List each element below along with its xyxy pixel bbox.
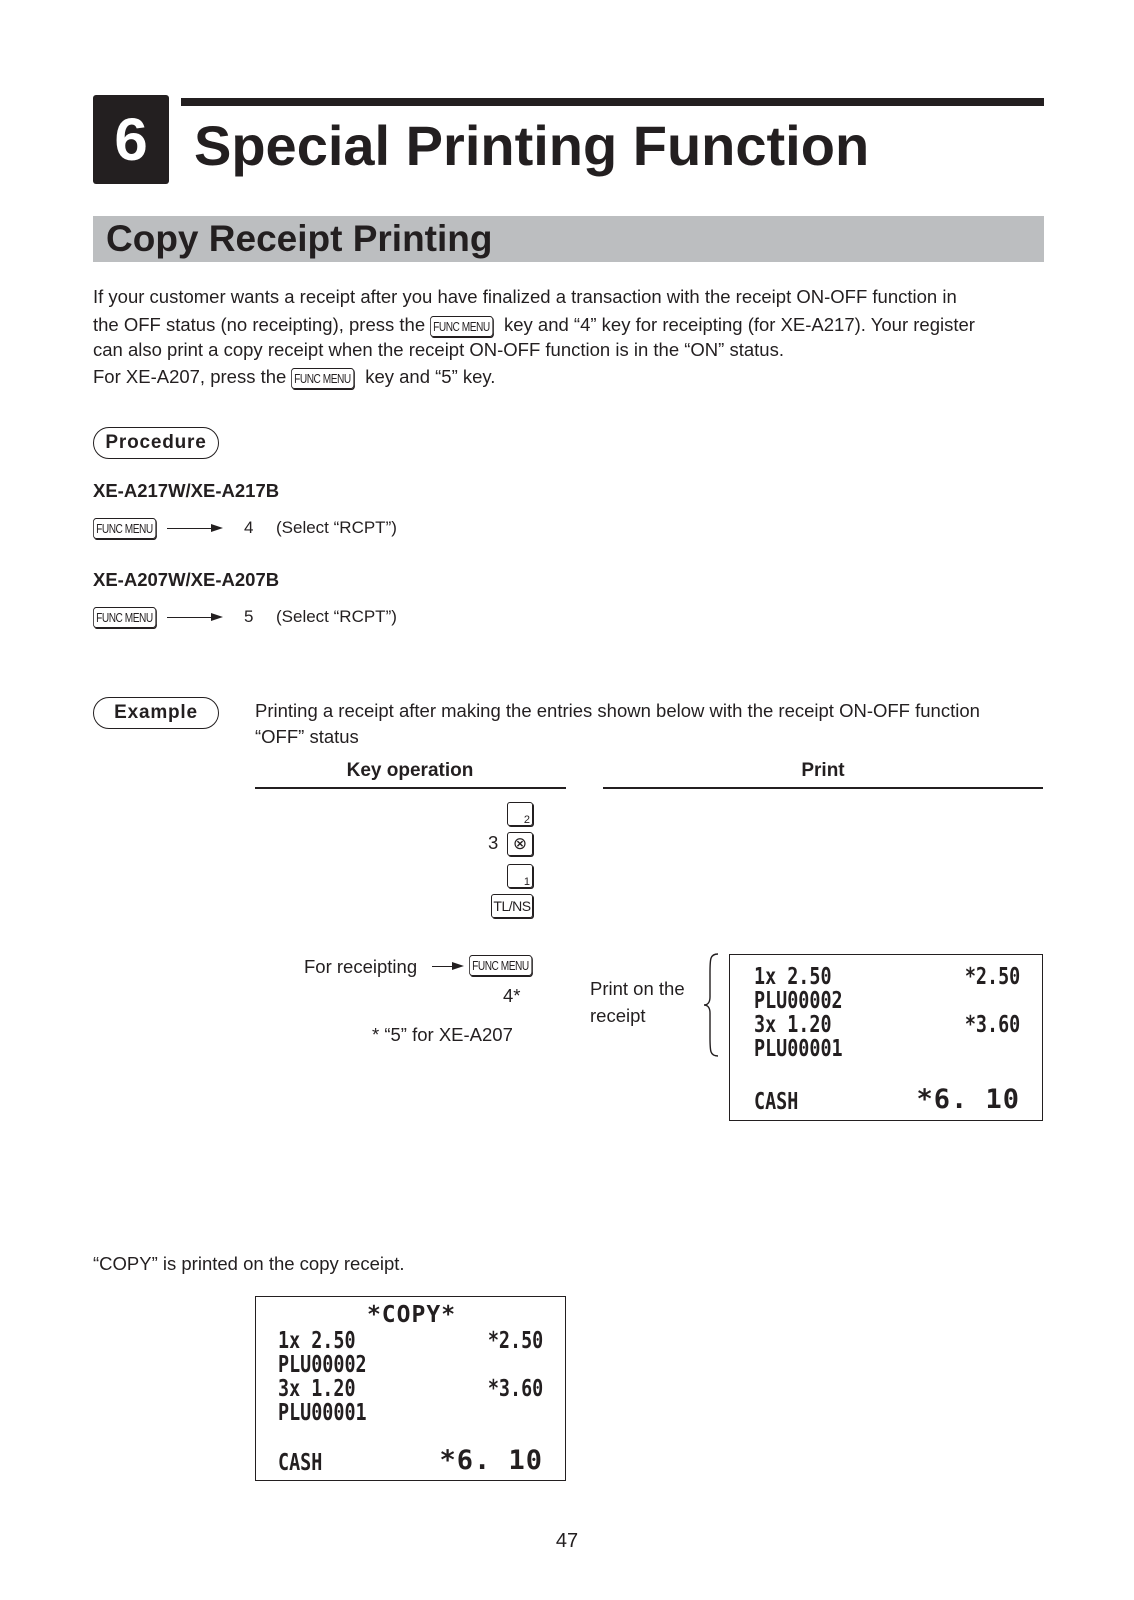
receipt-line-left: 3x 1.20 xyxy=(278,1376,356,1402)
quantity-3: 3 xyxy=(488,832,499,853)
procedure-key-a217 xyxy=(93,518,162,539)
copy-header: *COPY* xyxy=(366,1302,457,1328)
page-number: 47 xyxy=(555,1530,579,1552)
key-operation-header: Key operation xyxy=(346,760,474,781)
numeric-key-1: 1 xyxy=(507,864,533,888)
chapter-title: Special Printing Function xyxy=(194,114,870,177)
arrow-head-icon xyxy=(211,613,223,621)
tl-ns-key: TL/NS xyxy=(491,894,533,918)
receipt-line-left: 1x 2.50 xyxy=(278,1328,356,1354)
procedure-step-select-a207: (Select “RCPT”) xyxy=(276,607,397,626)
example-desc-line-1: Printing a receipt after making the entries shown below with the receipt ON-OFF function xyxy=(255,700,980,721)
intro-line-2 xyxy=(93,312,975,338)
procedure-step-key-a207: 5 xyxy=(244,607,254,626)
receipt-total-label: CASH xyxy=(754,1089,799,1115)
model-name-a207: XE-A207W/XE-A207B xyxy=(93,569,280,590)
receipt-line-left: PLU00002 xyxy=(754,988,843,1014)
curly-brace-icon xyxy=(702,953,722,1057)
section-title: Copy Receipt Printing xyxy=(106,218,493,259)
procedure-step-select-a217: (Select “RCPT”) xyxy=(276,518,397,537)
intro-line-2a: the OFF status (no receipting), press the xyxy=(93,314,426,335)
example-label: Example xyxy=(93,697,219,729)
print-header: Print xyxy=(801,760,845,781)
func-menu-key: FUNC MENU xyxy=(469,955,532,976)
procedure-label: Procedure xyxy=(93,427,219,459)
receipt-line-left: 3x 1.20 xyxy=(754,1012,832,1038)
func-menu-key: FUNC MENU xyxy=(93,607,156,628)
chapter-rule xyxy=(181,98,1044,106)
intro-line-3: can also print a copy receipt when the receipt ON-OFF function is in the “ON” status. xyxy=(93,339,784,360)
arrow-head-icon xyxy=(211,524,223,532)
receipt-line-left: PLU00002 xyxy=(278,1352,367,1378)
receipt-print xyxy=(729,954,1043,1121)
procedure-key-a207 xyxy=(93,607,162,628)
intro-line-2b: key and “4” key for receipting (for XE-A217). Your register xyxy=(504,314,975,335)
receipt-line-left: PLU00001 xyxy=(278,1400,367,1426)
receipt-line-left: 1x 2.50 xyxy=(754,964,832,990)
receipt-line-right: *2.50 xyxy=(964,964,1020,990)
procedure-step-key-a217: 4 xyxy=(244,518,254,537)
intro-line-4 xyxy=(93,364,495,390)
print-on-receipt-line-2: receipt xyxy=(590,1005,646,1026)
model-name-a217: XE-A217W/XE-A217B xyxy=(93,480,280,501)
receipt-line-right: *3.60 xyxy=(964,1012,1020,1038)
numeric-key-2: 2 xyxy=(507,802,533,826)
for-receipting-label: For receipting xyxy=(304,956,418,977)
func-menu-key-example xyxy=(469,955,538,976)
print-rule xyxy=(603,787,1043,789)
func-menu-key: FUNC MENU xyxy=(93,518,156,539)
arrow-icon xyxy=(167,528,213,529)
multiply-key: ⊗ xyxy=(507,832,533,856)
intro-line-4a: For XE-A207, press the xyxy=(93,366,287,387)
receipt-total-value: *6. 10 xyxy=(916,1084,1020,1115)
arrow-head-icon xyxy=(452,962,464,970)
func-menu-key: FUNC MENU xyxy=(291,368,354,389)
copy-receipt-print xyxy=(255,1296,566,1481)
receipt-total-label: CASH xyxy=(278,1450,323,1476)
func-menu-key: FUNC MENU xyxy=(430,316,493,337)
receipt-line-left: PLU00001 xyxy=(754,1036,843,1062)
receipt-total-value: *6. 10 xyxy=(439,1445,543,1476)
key-operation-rule xyxy=(255,787,566,789)
receipt-line-right: *3.60 xyxy=(487,1376,543,1402)
copy-caption: “COPY” is printed on the copy receipt. xyxy=(93,1253,405,1274)
receipt-line-right: *2.50 xyxy=(487,1328,543,1354)
example-desc-line-2: “OFF” status xyxy=(255,726,359,747)
arrow-icon xyxy=(167,617,213,618)
intro-line-1: If your customer wants a receipt after you have finalized a transaction with the receipt ON-OFF function in xyxy=(93,286,957,307)
intro-line-4b: key and “5” key. xyxy=(365,366,496,387)
key-4: 4* xyxy=(503,985,521,1006)
footnote: * “5” for XE-A207 xyxy=(372,1024,513,1045)
chapter-number: 6 xyxy=(93,95,169,184)
print-on-receipt-line-1: Print on the xyxy=(590,978,685,999)
